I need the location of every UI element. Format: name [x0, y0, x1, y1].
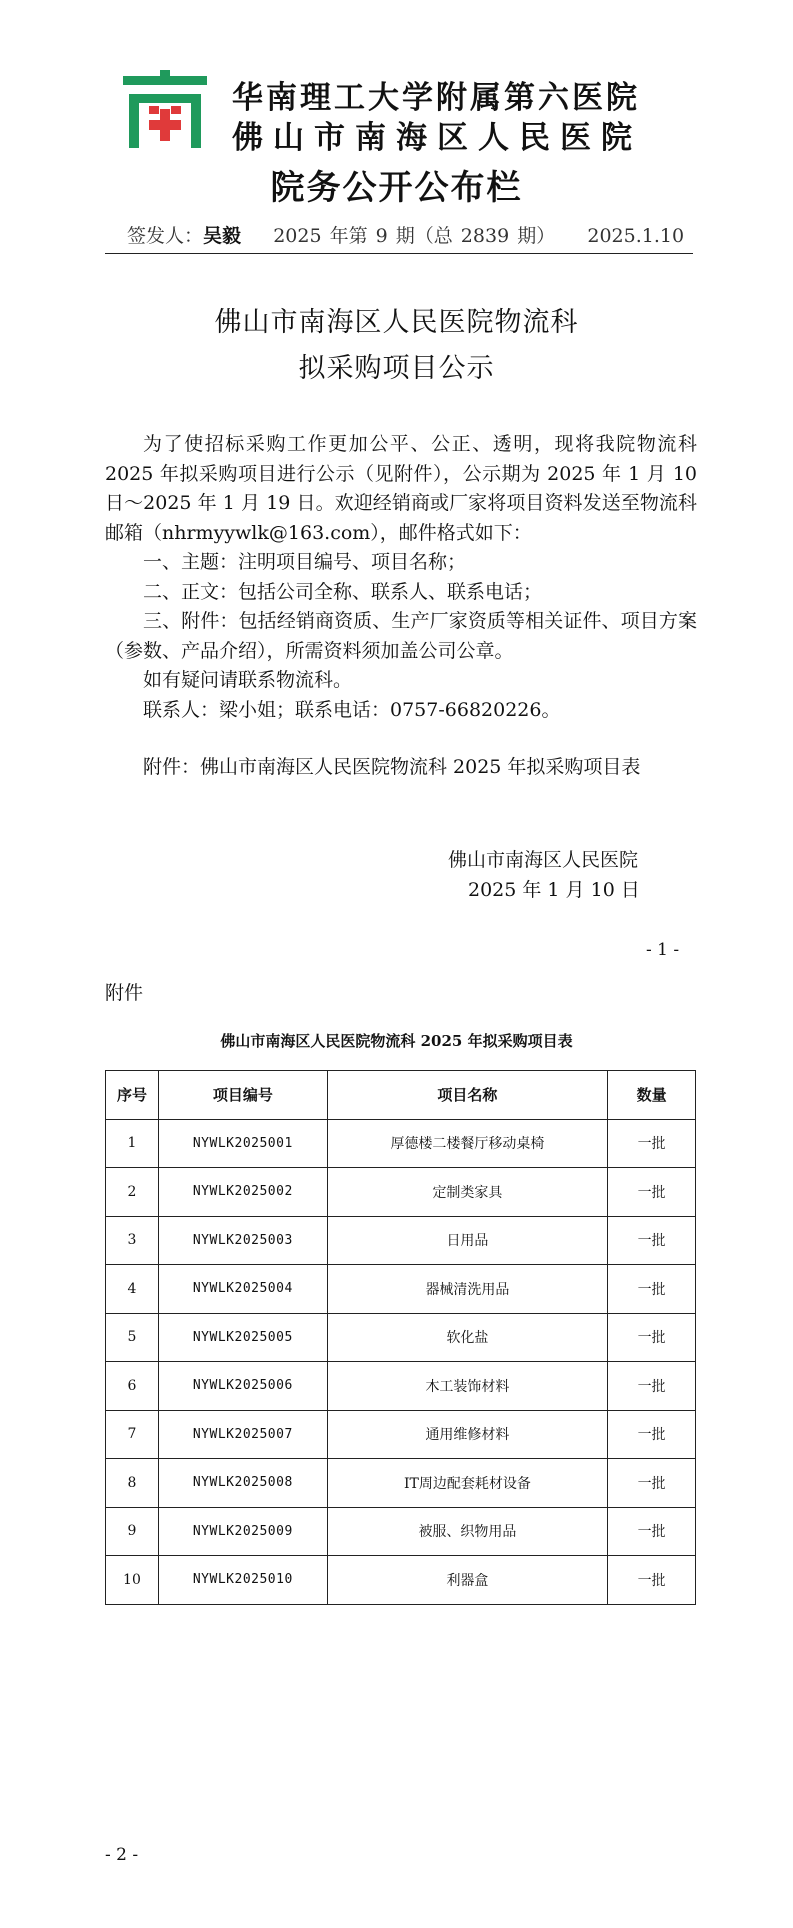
cell-name: 通用维修材料	[327, 1410, 607, 1459]
bulletin-board-title: 院务公开公布栏	[270, 168, 523, 208]
notice-body	[105, 430, 697, 783]
cell-code: NYWLK2025005	[158, 1313, 327, 1362]
format-item-1: 一、主题：注明项目编号、项目名称；	[143, 551, 467, 573]
cell-quantity: 一批	[608, 1216, 696, 1265]
cell-index: 1	[106, 1119, 159, 1168]
format-item-2: 二、正文：包括公司全称、联系人、联系电话；	[143, 580, 543, 603]
notice-title-line1: 佛山市南海区人民医院物流科	[214, 307, 579, 338]
col-header-index: 序号	[106, 1071, 159, 1120]
cell-name: IT周边配套耗材设备	[327, 1459, 607, 1508]
table-row	[106, 1459, 696, 1508]
cell-name: 被服、织物用品	[327, 1507, 607, 1556]
attachment-label: 附件	[105, 982, 144, 1004]
table-row	[106, 1556, 696, 1605]
hospital-logo-icon	[123, 70, 207, 148]
cell-code: NYWLK2025004	[158, 1265, 327, 1314]
signer-label: 签发人：	[127, 225, 204, 247]
intro-paragraph: 为了使招标采购工作更加公平、公正、透明，现将我院物流科 2025 年拟采购项目进行公示（见附件），公示期为 2025 年 1 月 10 日～2025 年 1 月 19 日。欢迎经销商或厂家将项目资料发送至物流科邮箱（nhrmyywlk@163.com），邮件格式如下：	[105, 433, 697, 544]
cell-code: NYWLK2025002	[158, 1168, 327, 1217]
table-row	[106, 1119, 696, 1168]
table-row	[106, 1410, 696, 1459]
cell-index: 3	[106, 1216, 159, 1265]
cell-quantity: 一批	[608, 1362, 696, 1411]
cell-quantity: 一批	[608, 1410, 696, 1459]
cell-name: 软化盐	[327, 1313, 607, 1362]
cell-index: 4	[106, 1265, 159, 1314]
cell-index: 10	[106, 1556, 159, 1605]
table-row	[106, 1216, 696, 1265]
notice-title-line2: 拟采购项目公示	[298, 353, 495, 384]
cell-index: 6	[106, 1362, 159, 1411]
inquiry-line: 如有疑问请联系物流科。	[143, 669, 353, 691]
issue-number: 2025 年第 9 期（总 2839 期）	[273, 225, 556, 247]
format-item-3: 三、附件：包括经销商资质、生产厂家资质等相关证件、项目方案（参数、产品介绍），所需资料须加盖公司公章。	[105, 610, 697, 662]
header-divider	[105, 253, 693, 254]
table-row	[106, 1313, 696, 1362]
cell-code: NYWLK2025007	[158, 1410, 327, 1459]
cell-index: 5	[106, 1313, 159, 1362]
hospital-name-line2: 佛山市南海区人民医院	[232, 120, 642, 156]
col-header-quantity: 数量	[608, 1071, 696, 1120]
col-header-code: 项目编号	[158, 1071, 327, 1120]
cell-index: 7	[106, 1410, 159, 1459]
contact-line: 联系人：梁小姐；联系电话：0757-66820226。	[143, 698, 561, 721]
cell-code: NYWLK2025008	[158, 1459, 327, 1508]
cell-index: 8	[106, 1459, 159, 1508]
page-number-2: - 2 -	[105, 1845, 139, 1865]
issue-date: 2025.1.10	[587, 225, 685, 247]
table-row	[106, 1265, 696, 1314]
cell-name: 利器盒	[327, 1556, 607, 1605]
hospital-name-line1: 华南理工大学附属第六医院	[232, 80, 640, 116]
cell-name: 日用品	[327, 1216, 607, 1265]
cell-name: 厚德楼二楼餐厅移动桌椅	[327, 1119, 607, 1168]
cell-code: NYWLK2025010	[158, 1556, 327, 1605]
cell-code: NYWLK2025006	[158, 1362, 327, 1411]
cell-quantity: 一批	[608, 1313, 696, 1362]
cell-quantity: 一批	[608, 1507, 696, 1556]
cell-quantity: 一批	[608, 1265, 696, 1314]
signature-date: 2025 年 1 月 10 日	[468, 879, 640, 901]
table-row	[106, 1507, 696, 1556]
page-number-1: - 1 -	[646, 940, 680, 960]
cell-index: 9	[106, 1507, 159, 1556]
attachment-note: 附件：佛山市南海区人民医院物流科 2025 年拟采购项目表	[143, 756, 641, 778]
cell-code: NYWLK2025001	[158, 1119, 327, 1168]
cell-code: NYWLK2025009	[158, 1507, 327, 1556]
table-title: 佛山市南海区人民医院物流科 2025 年拟采购项目表	[220, 1032, 573, 1050]
cell-quantity: 一批	[608, 1459, 696, 1508]
table-header-row	[106, 1071, 696, 1120]
cell-quantity: 一批	[608, 1556, 696, 1605]
procurement-table	[105, 1070, 696, 1605]
table-row	[106, 1168, 696, 1217]
cell-name: 器械清洗用品	[327, 1265, 607, 1314]
signer-name: 吴毅	[203, 225, 242, 247]
cell-quantity: 一批	[608, 1168, 696, 1217]
cell-quantity: 一批	[608, 1119, 696, 1168]
table-row	[106, 1362, 696, 1411]
issue-line	[127, 221, 684, 248]
cell-name: 木工装饰材料	[327, 1362, 607, 1411]
col-header-name: 项目名称	[327, 1071, 607, 1120]
cell-name: 定制类家具	[327, 1168, 607, 1217]
signature-organization: 佛山市南海区人民医院	[448, 849, 639, 871]
cell-code: NYWLK2025003	[158, 1216, 327, 1265]
cell-index: 2	[106, 1168, 159, 1217]
